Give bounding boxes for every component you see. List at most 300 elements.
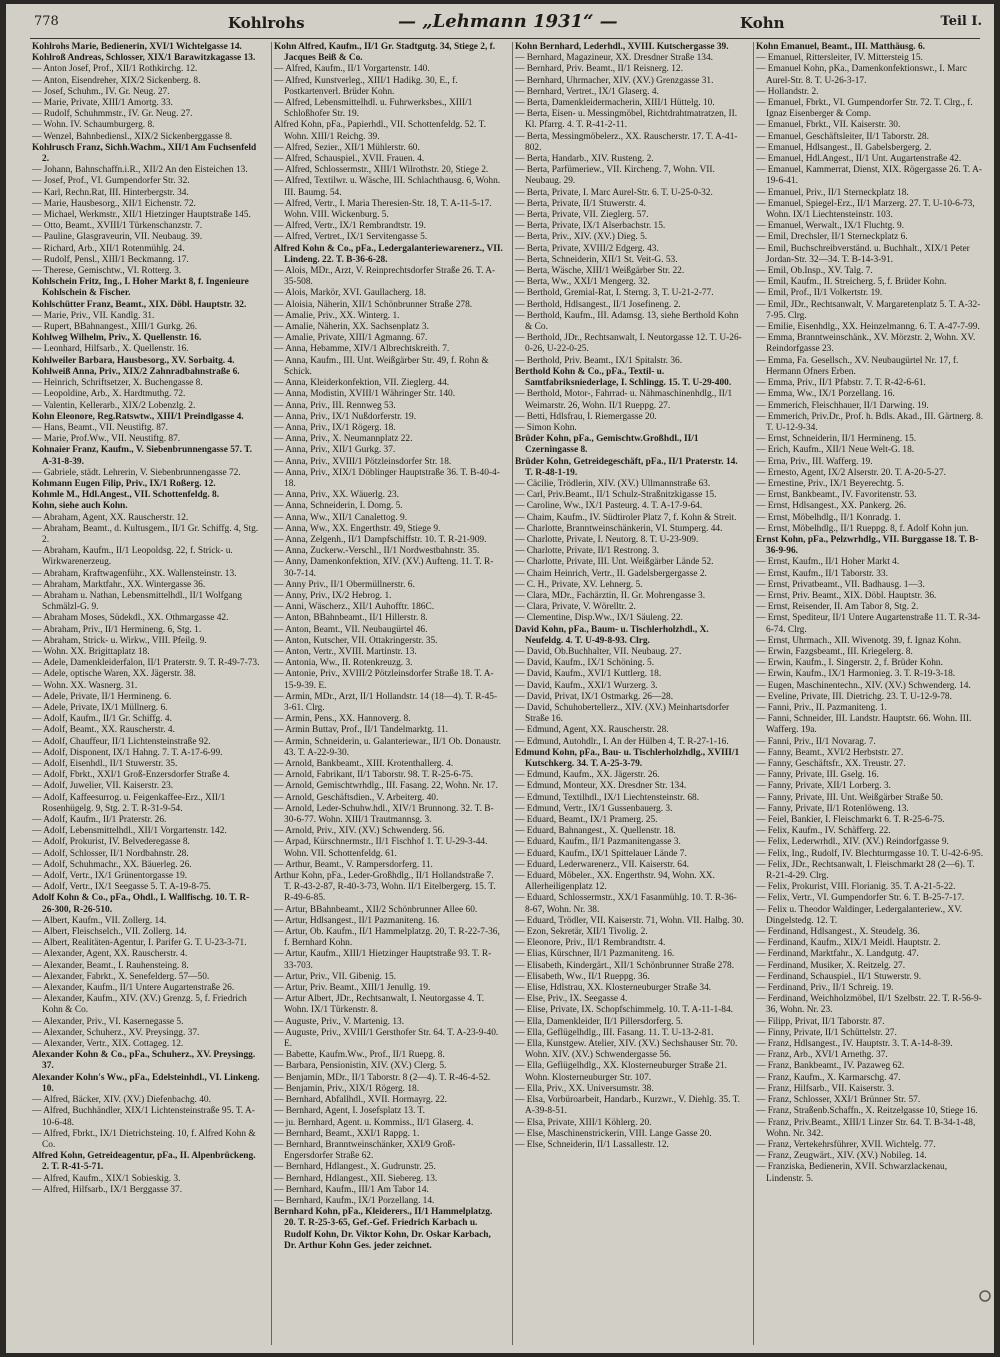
- directory-entry: — Rudolf, Schuhmmstr., IV. Gr. Neug. 27.: [32, 109, 193, 120]
- directory-entry: Ernst Kohn, pFa., Pelzwrhdlg., VII. Burggasse 18. T. B-36-9-96.: [756, 534, 979, 557]
- directory-entry: — Fanny, Beamt., XVI/2 Herbststr. 27.: [756, 747, 904, 758]
- directory-entry: — Alexander, Agent, XX. Rauscherstr. 4.: [32, 949, 188, 960]
- directory-entry: — Chaim Heinrich, Vertr., II. Gadelsbergergasse 2.: [515, 568, 707, 579]
- directory-page: [6, 4, 994, 1353]
- directory-entry: — Charlotte, Private, III. Unt. Weißgärber Lände 52.: [515, 557, 714, 568]
- directory-entry: — Ernst, Schneiderin, II/1 Hermineng. 15.: [756, 434, 917, 445]
- directory-entry: Alfred Kohn, Getreideagentur, pFa., II. Alpenbrückeng. 2. T. R-41-5-71.: [32, 1151, 256, 1173]
- directory-entry: — Elias, Kürschner, II/1 Pazmaniteng. 16.: [515, 949, 675, 960]
- directory-entry: — Anna, Priv., III. Rennweg 53.: [274, 400, 396, 411]
- directory-entry: — Eleonore, Priv., II/1 Rembrandtstr. 4.: [515, 938, 666, 949]
- directory-entry: — Richard, Arb., XII/1 Rotenmühlg. 24.: [32, 243, 185, 254]
- directory-entry: — Babette, Kaufm.Ww., Prof., II/1 Ruepg. 8.: [274, 1050, 445, 1061]
- directory-entry: — Berta, Private, VII. Zieglerg. 57.: [515, 210, 649, 221]
- directory-entry: — Berthold, Kaufm., III. Adamsg. 13, siehe Berthold Kohn & Co.: [515, 310, 739, 333]
- directory-entry: Alfred Kohn & Co., pFa., Ledergalanteriewarenerz., VII. Lindeng. 22. T. B-36-6-28.: [274, 243, 503, 265]
- directory-entry: — Erwin, Kaufm., IX/1 Harmonieg. 3. T. R-19-3-18.: [756, 669, 956, 680]
- directory-entry: — Anna, Zuckerw.-Verschl., II/1 Nordwestbahnstr. 35.: [274, 546, 480, 557]
- directory-entry: — Bernhard, Hdlangest., X. Gudrunstr. 25.: [274, 1162, 436, 1173]
- directory-entry: — C. H., Private, XV. Lehnerg. 5.: [515, 579, 643, 590]
- directory-entry: — Adele, Private, IX/1 Müllnerg. 6.: [32, 702, 168, 713]
- directory-entry: — Eduard, Bahnangest., X. Quellenstr. 18.: [515, 826, 676, 837]
- directory-entry: — Franz, Hilfsarb., VII. Kaiserstr. 3.: [756, 1083, 895, 1094]
- directory-entry: — Felix, Prokurist, VIII. Florianig. 35. T. A-21-5-22.: [756, 882, 956, 893]
- directory-entry: Kohn Emanuel, Beamt., III. Matthäusg. 6.: [756, 42, 926, 52]
- directory-entry: — Ferdinand, Marktfahr., X. Landgutg. 47.: [756, 949, 919, 960]
- directory-entry: — Berta, Messingmöbelerz., XX. Rauscherstr. 17. T. A-41-802.: [515, 131, 738, 153]
- directory-entry: Alfred Kohn, pFa., Papierhdl., VII. Schottenfeldg. 52. T. Wohn. XIII/1 Reichg. 39.: [274, 120, 486, 142]
- directory-entry: — Erich, Kaufm., XII/1 Neue Welt-G. 18.: [756, 445, 915, 456]
- directory-entry: — Emil, Buchschreibverständ. u. Buchhalt., XIX/1 Peter Jordan-Str. 32—34. T. B-14-3-91.: [756, 243, 970, 265]
- directory-entry: — Anton, Vertr., XVIII. Martinstr. 13.: [274, 646, 417, 657]
- directory-entry: Brüder Kohn, Getreidegeschäft, pFa., II/1 Praterstr. 14. T. R-48-1-19.: [515, 456, 738, 478]
- directory-entry: Arthur Kohn, pFa., Leder-Großhdlg., II/1 Hollandstraße 7. T. R-43-2-87, R-40-3-73, Wohn. II/1 Eitelbergerg. 15. T. R-49-6-85.: [274, 871, 496, 904]
- directory-entry: David Kohn, pFa., Baum- u. Tischlerholzhdl., X. Neufeldg. 4. T. U-49-8-93. Clrg.: [515, 624, 709, 646]
- directory-entry: — Therese, Gemischtw., VI. Rotterg. 3.: [32, 266, 182, 277]
- directory-entry: — Adolf, Disponent, IX/1 Hahng. 7. T. A-17-6-99.: [32, 747, 223, 758]
- directory-entry: — Anna, Modistin, XVIII/1 Währinger Str. 140.: [274, 389, 456, 400]
- directory-entry: — Abraham, Marktfahr., XX. Wintergasse 36.: [32, 579, 206, 590]
- directory-entry: — Alfred, Vertr., I. Maria Theresien-Str. 18, T. A-11-5-17. Wohn. VIII. Wickenburg. 5.: [274, 198, 492, 221]
- directory-entry: Kohlweiß Anna, Priv., XIX/2 Zahnradbahnstraße 6.: [32, 366, 240, 377]
- directory-entry: — Valentin, Kellerarb., XIX/2 Lobenzlg. 2.: [32, 400, 196, 411]
- directory-entry: — Abraham, Agent, XX. Rauscherstr. 12.: [32, 512, 189, 523]
- directory-entry: Kohn Alfred, Kaufm., II/1 Gr. Stadtgutg. 34, Stiege 2, f. Jacques Beiß & Co.: [274, 42, 496, 64]
- directory-entry: Kohlrusch Franz, Sichh.Wachm., XII/1 Am Fuchsenfeld 2.: [32, 142, 257, 165]
- directory-entry: Kohn, siehe auch Kohn.: [32, 501, 128, 512]
- directory-entry: — Emanuel, Hdl.Angest., II/1 Unt. Augartenstraße 42.: [756, 154, 962, 165]
- directory-entry: — Alexander, Beamt., I. Rauhensteing. 8.: [32, 960, 189, 971]
- directory-entry: — Felix u. Theodor Waldinger, Ledergalanteriew., XV. Dingelstedg. 12. T.: [756, 904, 963, 926]
- column-1: [30, 42, 263, 1345]
- directory-entry: — Berta, Private, II/1 Stuwerstr. 4.: [515, 198, 646, 209]
- directory-entry: — Emma, Priv., II/1 Pfabstr. 7. T. R-42-6-61.: [756, 378, 926, 389]
- directory-entry: Kohn Eleonore, Reg.Ratswtw., XIII/1 Preindlgasse 4.: [32, 411, 244, 422]
- directory-entry: — Charlotte, Private, II/1 Restrong. 3.: [515, 546, 659, 557]
- directory-entry: Adolf Kohn & Co., pFa., Ohdl., I. Wallfischg. 10. T. R-26-300, R-26-510.: [32, 893, 250, 915]
- directory-entry: — Berta, Wäsche, XIII/1 Weißgärber Str. 22.: [515, 266, 685, 277]
- directory-entry: — Carl, Priv.Beamt., II/1 Schulz-Straßnitzkigasse 15.: [515, 490, 717, 501]
- directory-entry: — Bernhard, Branntweinschänker, XXI/9 Groß-Engersdorfer Straße 62.: [274, 1139, 456, 1162]
- directory-entry: — Ella, Geflügelhdlg., XX. Klosterneuburger Straße 21. Wohn. Klosterneuburger Str. 107.: [515, 1061, 728, 1083]
- directory-entry: — Alexander, Schuherz., XV. Preysingg. 37.: [32, 1027, 200, 1038]
- directory-entry: — Alfred, Vertret., IX/1 Servitengasse 5.: [274, 232, 428, 243]
- directory-entry: — Marie, Private, XIII/1 Amortg. 33.: [32, 98, 173, 109]
- directory-entry: — Adolf, Kaffeesurrog. u. Feigenkaffee-Erz., XII/1 Rosenhügelg. 9, Stg. 2. T. R-31-9-54.: [32, 792, 226, 814]
- directory-entry: — Armin, MDr., Arzt, II/1 Hollandstr. 14 (18—4). T. R-45-3-61. Clrg.: [274, 691, 498, 713]
- directory-entry: — Alois, MDr., Arzt, V. Reinprechtsdorfer Straße 26. T. A-35-508.: [274, 266, 496, 288]
- directory-entry: — Ezon, Sekretär, XII/1 Tivolig. 2.: [515, 927, 648, 938]
- directory-entry: — Fanni, Priv., II. Pazmaniteng. 1.: [756, 702, 887, 713]
- directory-entry: — Franz, Arb., XVI/1 Arnethg. 37.: [756, 1050, 888, 1061]
- directory-entry: — Adolf, Schlosser, II/1 Nordbahnstr. 28.: [32, 848, 189, 859]
- directory-entry: — Alfred, Schlossermstr., XIII/1 Wilrothstr. 20, Stiege 2.: [274, 165, 489, 176]
- directory-entry: — Anny, Priv., IX/2 Hebrog. 1.: [274, 590, 392, 601]
- directory-entry: — Adele, Private, II/1 Hermineng. 6.: [32, 691, 172, 702]
- directory-entry: — Ferdinand, Hdlsangest., X. Steudelg. 36.: [756, 927, 920, 938]
- directory-entry: — Berta, Eisen- u. Messingmöbel, Richtdrahtmatratzen, II. Kl. Pfarrg. 4. T. R-41-2-11.: [515, 109, 738, 131]
- directory-entry: — Bernhard, Vertret., IX/1 Glaserg. 4.: [515, 86, 659, 97]
- directory-entry: — Adolf, Chauffeur, II/1 Lichtensteinstraße 92.: [32, 736, 211, 747]
- directory-entry: — David, Kaufm., IX/1 Schöning. 5.: [515, 658, 655, 669]
- directory-entry: — Edmund, Autohdlr., I. An der Hülben 4, T. R-27-1-16.: [515, 736, 729, 747]
- directory-entry: — Berthold, JDr., Rechtsanwalt, I. Neutorgasse 12. T. U-26-0-26, U-22-0-25.: [515, 333, 742, 355]
- directory-entry: — Fanni, Priv., II/1 Novarag. 7.: [756, 736, 876, 747]
- directory-entry: — Adolf, Kaufm., II/1 Praterstr. 26.: [32, 815, 167, 826]
- directory-entry: — Felix, Ing., Rudolf, IV. Blechturmgasse 10. T. U-42-6-95.: [756, 848, 984, 859]
- directory-entry: — Franz, Hdlsangest., IV. Hauptstr. 3. T. A-14-8-39.: [756, 1039, 953, 1050]
- directory-entry: — Abraham, Kaufm., II/1 Leopoldsg. 22, f. Strick- u. Wirkwarenerzeug.: [32, 546, 233, 568]
- directory-entry: — Wohn. IV. Schaumburgerg. 8.: [32, 120, 155, 131]
- directory-entry: Kohlschein Fritz, Ing., I. Hoher Markt 8, f. Ingenieure Kohlschein & Fischer.: [32, 277, 249, 299]
- directory-entry: — Adolf, Vertr., IX/1 Grünentorgasse 19.: [32, 871, 188, 882]
- directory-entry: — Anni, Wäscherz., XII/1 Auhofftr. 186C.: [274, 602, 435, 613]
- directory-entry: — Elsa, Private, XIII/1 Köhlerg. 20.: [515, 1117, 652, 1128]
- directory-entry: — Elisabeth, Ww., II/1 Rueppg. 36.: [515, 971, 650, 982]
- directory-entry: — Alfred, Schauspiel., XVII. Frauen. 4.: [274, 154, 425, 165]
- directory-entry: — Ernst, Kaufm., II/1 Taborstr. 33.: [756, 568, 888, 579]
- directory-entry: — Barbara, Pensionistin, XIV. (XV.) Clerg. 5.: [274, 1061, 447, 1072]
- directory-entry: — Arnold, Fabrikant, II/1 Taborstr. 98. T. R-25-6-75.: [274, 770, 474, 781]
- directory-entry: — Josef, Schuhm., IV. Gr. Neug. 27.: [32, 86, 170, 97]
- directory-entry: — Charlotte, Branntweinschänkerin, VI. Stumperg. 44.: [515, 523, 723, 534]
- directory-entry: — Anna, Priv., XVIII/1 Pötzleinsdorfer Str. 18.: [274, 456, 452, 467]
- directory-entry: — Ernst, Möbelhdlg., II/1 Konradg. 1.: [756, 512, 901, 523]
- directory-entry: — Berthold, Gremial-Rat, I. Sterng. 3, T. U-21-2-77.: [515, 288, 714, 299]
- directory-entry: Kohn Bernhard, Lederhdl., XVIII. Kutschergasse 39.: [515, 42, 729, 52]
- directory-entry: — David, Kaufm., XXI/1 Wurzerg. 3.: [515, 680, 658, 691]
- directory-entry: — Wohn. XX. Wasnerg. 31.: [32, 680, 138, 691]
- directory-entry: — Albert, Realitäten-Agentur, I. Parifer G. T. U-23-3-71.: [32, 938, 247, 949]
- directory-entry: — Alexander, Fabrkt., X. Senefelderg. 57—50.: [32, 971, 210, 982]
- directory-entry: — Ernst, Hdlsangest., XX. Pankerg. 26.: [756, 501, 907, 512]
- column-4: [753, 42, 987, 1345]
- directory-entry: — Alfred, Lebensmittelhdl. u. Fuhrwerksbes., XIII/1 Schloßhofer Str. 19.: [274, 98, 473, 120]
- directory-entry: — Edmund, Kaufm., XX. Jägerstr. 26.: [515, 770, 660, 781]
- directory-entry: — Berta, Private, XVIII/2 Edgerg. 43.: [515, 243, 659, 254]
- directory-entry: — Karl, Rechn.Rat, III. Hinterbergstr. 34.: [32, 187, 189, 198]
- directory-entry: — Alfred, Vertr., IX/1 Rembrandtstr. 19.: [274, 221, 426, 232]
- directory-entry: — Felix, Kaufm., IV. Schäfferg. 22.: [756, 826, 891, 837]
- directory-entry: Kohlweg Wilhelm, Priv., X. Quellenstr. 16.: [32, 333, 202, 344]
- directory-entry: — Alfred, Fbrkt., IX/1 Dietrichsteing. 10, f. Alfred Kohn & Co.: [32, 1128, 256, 1150]
- directory-entry: — Arnold, Leder-Schuhw.hdl., XIV/1 Brunnong. 32. T. B-30-6-77. Wohn. XIII/1 Trautmannsg. 3.: [274, 803, 494, 826]
- directory-entry: — Franz, Priv.Beamt., XIII/1 Linzer Str. 64. T. B-34-1-48, Wohn. Nr. 342.: [756, 1117, 976, 1139]
- directory-entry: — Benjamin, MDr., II/1 Taborstr. 8 (2—4). T. R-46-4-52.: [274, 1072, 491, 1083]
- directory-entry: — Emil, Ob.Insp., XV. Talg. 7.: [756, 266, 873, 277]
- directory-entry: — Ernst, Spediteur, II/1 Untere Augartenstraße 11. T. R-34-6-74. Clrg.: [756, 613, 981, 635]
- directory-entry: — Arthur, Beamt., V. Rampersdorferg. 11.: [274, 859, 433, 870]
- directory-entry: — Bernhard, Magazineur, XX. Dresdner Straße 134.: [515, 53, 714, 64]
- directory-entry: — Anna, Kleiderkonfektion, VII. Zieglerg. 44.: [274, 378, 450, 389]
- directory-entry: — Artur, Priv. Beamt., XIII/1 Jenullg. 19.: [274, 983, 431, 994]
- directory-entry: Kohlschütter Franz, Beamt., XIX. Döbl. Hauptstr. 32.: [32, 299, 247, 310]
- directory-entry: — Felix, Lederwrhdl., XIV. (XV.) Reindorfgasse 9.: [756, 837, 949, 848]
- directory-entry: — Antonia, Ww., II. Rotenkreuzg. 3.: [274, 658, 413, 669]
- directory-entry: — Berta, Schneiderin, XII/1 St. Veit-G. 53.: [515, 254, 678, 265]
- directory-entry: — Erna, Priv., III. Wafferg. 19.: [756, 456, 873, 467]
- directory-entry: — Anna, Priv., XX. Wäuerlg. 23.: [274, 490, 399, 501]
- directory-entry: — Berta, Priv., XIV. (XV.) Dieg. 5.: [515, 232, 648, 243]
- directory-entry: — Ernestine, Priv., IX/1 Beyerechtg. 5.: [756, 478, 904, 489]
- directory-entry: — Alfred, Kaufm., II/1 Vorgartenstr. 140.: [274, 64, 430, 75]
- directory-entry: — Ferdinand, Priv., II/1 Schreig. 19.: [756, 983, 894, 994]
- directory-entry: — Edmund, Textilhdl., IX/1 Liechtensteinstr. 68.: [515, 792, 700, 803]
- directory-entry: — Benjamin, Priv., XIX/1 Rögerg. 18.: [274, 1083, 420, 1094]
- directory-entry: — Caroline, Ww., IX/1 Pasteurg. 4. T. A-17-9-64.: [515, 501, 703, 512]
- directory-entry: — Adolf, Schuhmachr., XX. Bäuerleg. 26.: [32, 859, 192, 870]
- directory-entry: — Amalie, Priv., XX. Winterg. 1.: [274, 310, 400, 321]
- directory-entry: — Anna, Priv., IX/1 Rögerg. 18.: [274, 422, 396, 433]
- directory-entry: — Anna, Schneiderin, I. Domg. 5.: [274, 501, 403, 512]
- directory-columns: [30, 42, 982, 1345]
- directory-entry: — Wohn. XX. Brigittaplatz 18.: [32, 646, 150, 657]
- directory-entry: — Adolf, Fbrkt., XXI/1 Groß-Enzersdorfer Straße 4.: [32, 770, 230, 781]
- directory-entry: — Adolf, Kaufm., II/1 Gr. Schiffg. 4.: [32, 714, 172, 725]
- directory-entry: — Abraham, Kraftwagenführ., XX. Wallensteinstr. 13.: [32, 568, 237, 579]
- directory-entry: — Emma, Branntweinschänk., XV. Mörzstr. 2, Wohn. XV. Reindorfgasse 23.: [756, 333, 976, 355]
- directory-entry: — Ferdinand, Musiker, X. Reitzelg. 27.: [756, 960, 906, 971]
- directory-entry: — Anna, Ww., XX. Engerthstr. 49, Stiege 9.: [274, 523, 441, 534]
- directory-entry: Kohlweiler Barbara, Hausbesorg., XV. Sorbaitg. 4.: [32, 355, 235, 366]
- directory-entry: — Bernhard, Priv. Beamt., II/1 Reisnerg. 12.: [515, 64, 683, 75]
- directory-entry: — Elisabeth, Kindergärt., XII/1 Schönbrunner Straße 278.: [515, 960, 735, 971]
- directory-entry: — Clara, MDr., Fachärztin, II. Gr. Mohrengasse 3.: [515, 590, 706, 601]
- directory-entry: — Ernst, Uhrmach., XII. Wivenotg. 39, f. Ignaz Kohn.: [756, 635, 962, 646]
- directory-entry: — Fanny, Private, II/1 Rotenlöweng. 13.: [756, 803, 909, 814]
- directory-entry: — Artur, Kaufm., XIII/1 Hietzinger Hauptstraße 93. T. R-33-703.: [274, 949, 492, 971]
- directory-entry: — Albert, Kaufm., VII. Zollerg. 14.: [32, 915, 167, 926]
- directory-entry: — Edmund, Vertr., IX/1 Gussenbauerg. 3.: [515, 803, 673, 814]
- directory-entry: — Eduard, Lederwarenerz., VII. Kaiserstr. 64.: [515, 859, 689, 870]
- directory-entry: — Clementine, Disp.Ww., IX/1 Säuleng. 22.: [515, 613, 683, 624]
- directory-entry: — Marie, Hausbesorg., XII/1 Eichenstr. 72.: [32, 198, 196, 209]
- directory-entry: — Simon Kohn.: [515, 422, 577, 433]
- directory-entry: — Emanuel, Fbrkt., VI. Gumpendorfer Str. 72. T. Clrg., f. Ignaz Eisenberger & Comp.: [756, 98, 973, 120]
- directory-entry: — Alfred, Textilwr. u. Wäsche, III. Schlachthausg. 6, Wohn. III. Baumg. 54.: [274, 176, 501, 198]
- directory-entry: — Adolf, Lebensmittelhdl., XII/1 Vorgartenstr. 142.: [32, 826, 227, 837]
- directory-entry: — Gabriele, städt. Lehrerin, V. Siebenbrunnengasse 72.: [32, 467, 241, 478]
- directory-entry: — Berthold, Motor-, Fahrrad- u. Nähmaschinenhdlg., II/1 Weimarstr. 26, Wohn. II/1 Rueppg. 27.: [515, 389, 733, 411]
- directory-entry: — Franz, Vertekehrsführer, XVII. Wichtelg. 77.: [756, 1139, 936, 1150]
- directory-entry: — ju. Bernhard, Agent. u. Kommiss., II/1 Glaserg. 4.: [274, 1117, 474, 1128]
- directory-entry: — Anna, Priv., XIX/1 Döblinger Hauptstraße 36. T. B-40-4-18.: [274, 467, 500, 489]
- directory-entry: — Bernhard, Uhrmacher, XIV. (XV.) Grenzgasse 31.: [515, 75, 714, 86]
- directory-entry: — Anna, Zelgenh., II/1 Dampfschiffstr. 10. T. R-21-909.: [274, 534, 487, 545]
- directory-entry: — Abraham, Priv., II/1 Hermineng. 6, Stg. 1.: [32, 624, 202, 635]
- directory-entry: — Ernst, Privatbeamt., VII. Badhausg. 1—3.: [756, 579, 925, 590]
- directory-entry: — Hollandstr. 2.: [756, 86, 819, 97]
- directory-entry: — Chaim, Kaufm., IV. Südtiroler Platz 7, f. Kohn & Streit.: [515, 512, 737, 523]
- directory-entry: — Adolf, Beamt., XX. Rauscherstr. 4.: [32, 725, 175, 736]
- directory-entry: Edmund Kohn, pFa., Bau- u. Tischlerholzhdlg., XVIII/1 Kutschkerg. 34. T. A-25-3-79.: [515, 747, 740, 769]
- directory-entry: — Emanuel, Fbrkt., VII. Kaiserstr. 30.: [756, 120, 901, 131]
- directory-entry: — Arnold, Gemischtwrhdlg., III. Fasang. 22, Wohn. Nr. 17.: [274, 781, 498, 792]
- directory-entry: — Marie, Prof.Ww., VII. Neustiftg. 87.: [32, 434, 181, 445]
- directory-entry: — Armin Buttav, Prof., II/1 Tandelmarktg. 11.: [274, 725, 448, 736]
- column-2: [271, 42, 505, 1345]
- directory-entry: — Eduard, Kaufm., IX/1 Spittelauer Lände 7.: [515, 848, 687, 859]
- directory-entry: — Fanni, Schneider, III. Landstr. Hauptstr. 66. Wohn. III. Wafferg. 19a.: [756, 714, 972, 736]
- directory-entry: — Berta, Handarb., XIV. Rusteng. 2.: [515, 154, 654, 165]
- directory-entry: — Berta, Private, IX/1 Alserbachstr. 15.: [515, 221, 666, 232]
- directory-entry: — Emil, Drechsler, II/1 Sterneckplatz 6.: [756, 232, 908, 243]
- directory-entry: — Alexander, Kaufm., II/1 Untere Augartenstraße 26.: [32, 983, 235, 994]
- directory-entry: — Amalie, Private, XIII/1 Agmanng. 67.: [274, 333, 428, 344]
- directory-entry: — Fanny, Private, XII/1 Lorberg. 3.: [756, 781, 891, 792]
- directory-entry: — Anna, Priv., XII/1 Gurkg. 37.: [274, 445, 396, 456]
- directory-entry: — Arnold, Bankbeamt., XIII. Krotenthallerg. 4.: [274, 759, 454, 769]
- page-header: [28, 10, 982, 36]
- directory-entry: — Artur, Ob. Kaufm., II/1 Hammelplatzg. 20, T. R-22-7-36, f. Bernhard Kohn.: [274, 927, 500, 949]
- directory-entry: — Adolf, Juwelier, VII. Kaiserstr. 23.: [32, 781, 174, 792]
- directory-entry: — Bernhard, Hdlangest., XII. Siebereg. 13.: [274, 1173, 438, 1184]
- directory-entry: — Rupert, BBahnangest., XIII/1 Gurkg. 26.: [32, 322, 198, 333]
- directory-entry: — Emil, Prof., II/1 Volkertstr. 19.: [756, 288, 883, 299]
- directory-entry: — Ernesto, Agent, IX/2 Alserstr. 20. T. A-20-5-27.: [756, 467, 946, 478]
- directory-entry: — Elise, Private, IX. Schopfschimmelg. 10. T. A-11-1-84.: [515, 1005, 734, 1016]
- directory-entry: Kohmann Eugen Filip, Priv., IX/1 Roßerg. 12.: [32, 478, 216, 489]
- directory-entry: — David, Privat, IX/1 Ostmarkg. 26—28.: [515, 691, 674, 702]
- directory-entry: — Eduard, Trödler, VII. Kaiserstr. 71, Wohn. VII. Halbg. 30.: [515, 915, 744, 926]
- directory-entry: — Albert, Fleischselch., VII. Zollerg. 14.: [32, 927, 187, 938]
- page-title: — „Lehmann 1931“ —: [398, 11, 618, 32]
- directory-entry: — Alfred, Kunstverleg., XIII/1 Hadikg. 30, E., f. Postkartenverl. Brüder Kohn.: [274, 75, 458, 97]
- left-catchword: Kohlrohs: [228, 14, 305, 32]
- directory-entry: — Ella, Damenkleider, II/1 Pillersdorferg. 5.: [515, 1016, 683, 1027]
- directory-entry: — Alexander, Kaufm., XIV. (XV.) Grenzg. 5, f. Friedrich Kohn & Co.: [32, 994, 247, 1016]
- directory-entry: — Adolf, Vertr., IX/1 Seegasse 5. T. A-19-8-75.: [32, 882, 211, 893]
- directory-entry: — Anton, Kutscher, VII. Ottakringerstr. 35.: [274, 635, 438, 646]
- directory-entry: — Franz, Straßenb.Schaffn., X. Reitzelgasse 10, Stiege 16.: [756, 1106, 978, 1117]
- directory-entry: — Anton, BBahnbeamt., II/1 Hillerstr. 8.: [274, 613, 428, 624]
- directory-entry: — Amalie, Näherin, XX. Sachsenplatz 3.: [274, 322, 429, 333]
- directory-entry: — Finny, Private, II/1 Schüttelstr. 27.: [756, 1027, 897, 1038]
- directory-entry: — Ernst, Möbelhdlg., II/1 Rueppg. 8, f. Adolf Kohn jun.: [756, 523, 969, 534]
- directory-entry: — Emanuel, Kammerrat, Dienst, XIX. Rögergasse 26. T. A-19-6-41.: [756, 165, 982, 187]
- directory-entry: — Adele, optische Waren, XX. Jägerstr. 38.: [32, 669, 196, 680]
- directory-entry: — Adolf, Eisenhdl., II/1 Stuwerstr. 35.: [32, 759, 178, 769]
- directory-entry: — Emmerich, Fleischhauer, II/1 Darwing. 19.: [756, 400, 929, 411]
- directory-entry: — Adolf, Prokurist, IV. Belvederegasse 8.: [32, 837, 190, 848]
- directory-entry: — Else, Maschinenstrickerin, VIII. Lange Gasse 20.: [515, 1128, 712, 1139]
- directory-entry: — Heinrich, Schriftsetzer, X. Buchengasse 8.: [32, 378, 203, 389]
- directory-entry: — Feiel, Bankier, I. Fleischmarkt 6. T. R-25-6-75.: [756, 815, 945, 826]
- directory-entry: — Emilie, Eisenhdlg., XX. Heinzelmanng. 6. T. A-47-7-99.: [756, 322, 980, 333]
- directory-entry: — Berta, Damenkleidermacherin, XIII/1 Hüttelg. 10.: [515, 98, 715, 109]
- header-rule: [30, 38, 980, 39]
- directory-entry: — Cäcilie, Trödlerin, XIV. (XV.) Ullmannstraße 63.: [515, 478, 711, 489]
- directory-entry: — Arnold, Geschäftsdien., V. Arbeiterg. 40.: [274, 792, 439, 803]
- directory-entry: — Alexander, Priv., VI. Kasernegasse 5.: [32, 1016, 184, 1027]
- directory-entry: Kohnaier Franz, Kaufm., V. Siebenbrunnengasse 57. T. A-31-8-39.: [32, 445, 252, 467]
- directory-entry: — Emanuel, Geschäftsleiter, II/1 Taborstr. 28.: [756, 131, 929, 142]
- directory-entry: — Emma, Ww., IX/1 Porzellang. 16.: [756, 389, 895, 400]
- directory-entry: — Berthold, Priv. Beamt., IX/1 Spitalstr. 36.: [515, 355, 683, 366]
- directory-entry: — Ferdinand, Kaufm., XIX/1 Meidl. Hauptstr. 2.: [756, 938, 941, 949]
- directory-entry: — Clara, Private, V. Wörelltr. 2.: [515, 602, 636, 613]
- directory-entry: — Eduard, Schlossermstr., XX/1 Fasanmühlg. 10. T. R-36-8-67, Wohn. Nr. 38.: [515, 893, 737, 915]
- directory-entry: — Wenzel, Bahnbediensl., XIX/2 Sickenberggasse 8.: [32, 131, 233, 142]
- directory-entry: — Anton, Beamt., VII. Neubaugürtel 46.: [274, 624, 428, 635]
- directory-entry: Alexander Kohn's Ww., pFa., Edelsteinhdl., VI. Linkeng. 10.: [32, 1072, 260, 1094]
- directory-entry: — Anna, Priv., IX/1 Nußdorferstr. 19.: [274, 411, 417, 422]
- directory-entry: — Alfred, Sezier., XII/1 Mühlerstr. 60.: [274, 142, 420, 153]
- directory-entry: — Emanuel Kohn, pKa., Damenkonfektionswr., I. Marc Aurel-Str. 8. T. U-26-3-17.: [756, 64, 967, 86]
- directory-entry: — David, Schuhobertellerz., XIV. (XV.) Meinhartsdorfer Straße 16.: [515, 702, 730, 725]
- directory-entry: — Antonie, Priv., XVIII/2 Pötzleinsdorfer Straße 18. T. A-15-9-39. E.: [274, 669, 494, 691]
- directory-entry: — Bernhard, Kaufm., III/1 Am Tabor 14.: [274, 1184, 429, 1195]
- directory-entry: — Ella, Priv., XX. Universumstr. 38.: [515, 1083, 654, 1094]
- directory-entry: — David, Kaufm., XVI/1 Kuttlerg. 18.: [515, 669, 662, 680]
- directory-entry: — Anton, Eisendreher, XIX/2 Sickenberg. 8.: [32, 75, 201, 86]
- directory-entry: — Franz, Bankbeamt., IV. Pazaweg 62.: [756, 1061, 905, 1072]
- directory-entry: — Emil, Kaufm., II. Streicherg. 5, f. Brüder Kohn.: [756, 277, 947, 288]
- directory-entry: — Felix, Vertr., VI. Gumpendorfer Str. 6. T. B-25-7-17.: [756, 893, 965, 904]
- directory-entry: — Ella, Kunstgew. Atelier, XIV. (XV.) Sechshauser Str. 70. Wohn. XIV. (XV.) Schwendergasse 56.: [515, 1039, 738, 1061]
- directory-entry: Bernhard Kohn, pFa., Kleiderers., II/1 Hammelplatzg. 20. T. R-25-3-65, Gef.-Gef. Friedrich Karbach u. Rudolf Kohn, Dr. Viktor Kohn, Dr. Oskar Karbach, Dr. Arthur Kohn Ges. jeder zeichnet.: [274, 1207, 493, 1251]
- directory-entry: — Armin, Schneiderin, u. Galanteriewar., II/1 Ob. Donaustr. 43. T. A-22-9-30.: [274, 736, 502, 758]
- directory-entry: — Ferdinand, Schauspiel., II/1 Stuwerstr. 9.: [756, 971, 922, 982]
- directory-entry: — Edmund, Monteur, XX. Dresdner Str. 134.: [515, 781, 687, 792]
- directory-entry: — Fanny, Private, III. Gselg. 16.: [756, 770, 879, 781]
- directory-entry: — Bernhard, Agent, I. Josefsplatz 13. T.: [274, 1106, 425, 1117]
- directory-entry: — Else, Schneiderin, II/1 Lassallestr. 12.: [515, 1139, 669, 1150]
- directory-entry: — Erwin, Kaufm., I. Singerstr. 2, f. Brüder Kohn.: [756, 658, 943, 669]
- directory-entry: — Auguste, Priv., V. Martenig. 13.: [274, 1016, 405, 1027]
- directory-entry: Berthold Kohn & Co., pFa., Textil- u. Samtfabriksniederlage, I. Schlingg. 15. T. U-29-400.: [515, 366, 732, 389]
- directory-entry: — Eduard, Kaufm., II/1 Pazmanitengasse 3.: [515, 837, 681, 848]
- directory-entry: — Anna, Ww., XII/1 Canalettog. 9.: [274, 512, 408, 523]
- directory-entry: — Abraham, Beamt., d. Kultusgem., II/1 Gr. Schiffg. 4, Stg. 2.: [32, 523, 259, 545]
- directory-entry: — Bernhard, Abfallhdl., XVII. Hormayrg. 22.: [274, 1095, 447, 1106]
- directory-entry: — Berta, Ww., XXI/1 Mengerg. 32.: [515, 277, 650, 288]
- directory-entry: — Anny Priv., II/1 Obermüllnerstr. 6.: [274, 579, 415, 590]
- directory-entry: — Anna, Priv., X. Neumannplatz 22.: [274, 434, 413, 445]
- directory-entry: — Anny, Damenkonfektion, XIV. (XV.) Aufteng. 11. T. R-30-7-14.: [274, 557, 494, 579]
- directory-entry: — Ferdinand, Weichholzmöbel, II/1 Szelbstr. 22. T. R-56-9-36, Wohn. Nr. 23.: [756, 994, 982, 1016]
- directory-entry: — Berta, Parfümeriew., VII. Kircheng. 7, Wohn. VII. Neubaug. 29.: [515, 165, 715, 187]
- directory-entry: — Berthold, Hdlsangest., II/1 Josefineng. 2.: [515, 299, 681, 310]
- directory-entry: — Alexander, Vertr., XIX. Cottageg. 12.: [32, 1039, 184, 1050]
- directory-entry: — Anton Josef, Prof., XII/1 Rothkirchg. 12.: [32, 64, 198, 75]
- directory-entry: — Franz, Kaufm., X. Karmarschg. 47.: [756, 1072, 901, 1083]
- directory-entry: — Ernst, Reisender, II. Am Tabor 8, Stg. 2.: [756, 602, 919, 613]
- directory-entry: — Emanuel, Hdlsangest., II. Gabelsbergerg. 2.: [756, 142, 932, 153]
- directory-entry: — Johann, Bahnschaffn.i.R., XII/2 An den Eisteichen 13.: [32, 165, 248, 176]
- directory-entry: — Anna, Kaufm., III. Unt. Weißgärber Str. 49, f. Rohn & Schick.: [274, 355, 489, 377]
- directory-entry: Brüder Kohn, pFa., Gemischtw.Großhdl., II/1 Czerningasse 8.: [515, 434, 699, 456]
- directory-entry: — Leopoldine, Arb., X. Hardtmuthg. 72.: [32, 389, 186, 400]
- directory-entry: — Abraham u. Nathan, Lebensmittelhdl., II/1 Wolfgang Schmälzl-G. 9.: [32, 590, 242, 613]
- page-corner-mark: [978, 1289, 992, 1303]
- directory-entry: — Eugen, Maschinentechn., XIV. (XV.) Schwenderg. 14.: [756, 680, 971, 691]
- directory-entry: — Arnold, Priv., XIV. (XV.) Schwenderg. 56.: [274, 826, 445, 837]
- part-label: Teil I.: [940, 14, 982, 29]
- directory-entry: — Ernst, Bankbeamt., IV. Favoritenstr. 53.: [756, 490, 917, 501]
- directory-entry: — Alfred, Buchhändler, XIX/1 Lichtensteinstraße 95. T. A-10-6-48.: [32, 1106, 255, 1128]
- right-catchword: Kohn: [740, 14, 785, 32]
- directory-entry: — Filipp, Privat, II/1 Taborstr. 87.: [756, 1016, 885, 1027]
- directory-entry: — Charlotte, Private, I. Neutorg. 8. T. U-23-909.: [515, 534, 699, 545]
- directory-entry: Alexander Kohn & Co., pFa., Schuherz., XV. Preysingg. 37.: [32, 1050, 256, 1072]
- directory-entry: — Eveline, Private, III. Dietrichg. 23. T. U-12-9-78.: [756, 691, 952, 702]
- directory-entry: — Alfred, Bäcker, XIV. (XV.) Diefenbachg. 40.: [32, 1095, 211, 1106]
- directory-entry: — Franziska, Bedienerin, XVII. Schwarzlackenau, Lindenstr. 5.: [756, 1162, 948, 1184]
- directory-entry: — Adele, Damenkleiderfalon, II/1 Praterstr. 9. T. R-49-7-73.: [32, 658, 260, 669]
- directory-entry: — Josef, Prof., VI. Gumpendorfer Str. 32.: [32, 176, 190, 187]
- directory-entry: — Abraham Moses, Südekdl., XX. Othmargasse 42.: [32, 613, 229, 624]
